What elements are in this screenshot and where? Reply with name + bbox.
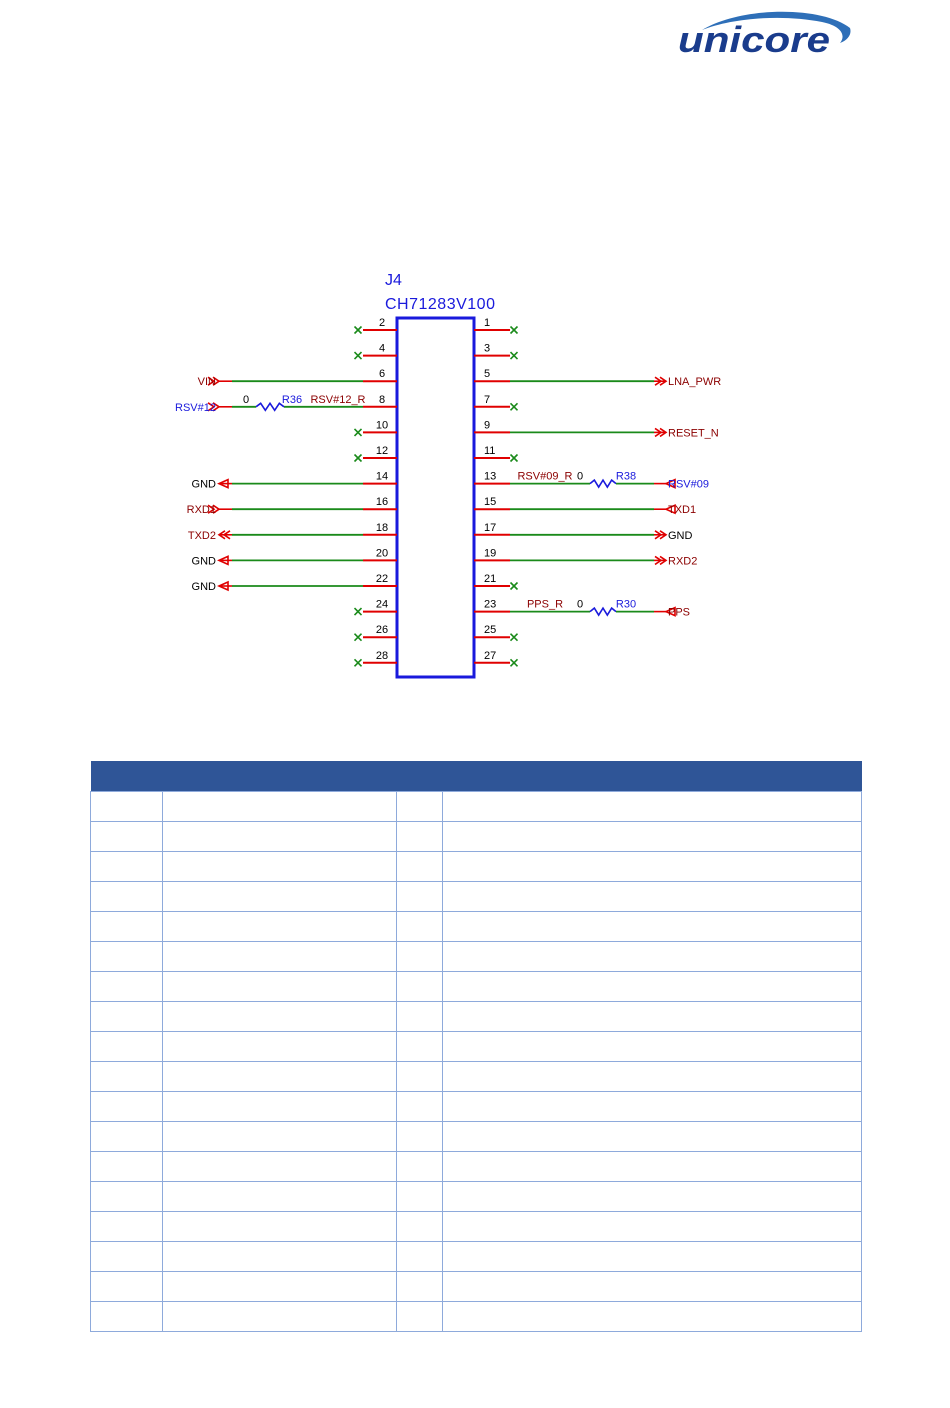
net-name: TXD1 — [668, 504, 697, 517]
table-cell — [397, 1062, 443, 1092]
table-cell — [397, 1092, 443, 1122]
net-name: GND — [191, 478, 216, 491]
table-cell — [91, 852, 163, 882]
table-cell — [163, 1302, 397, 1332]
table-cell — [443, 792, 862, 822]
table-cell — [91, 1182, 163, 1212]
table-cell — [397, 1212, 443, 1242]
table-cell — [163, 852, 397, 882]
logo-wordmark: unicore — [678, 19, 830, 58]
table-cell — [163, 1062, 397, 1092]
connector-pin — [474, 624, 518, 641]
table-row — [91, 882, 862, 912]
pin-number: 13 — [484, 470, 497, 483]
pin-number: 26 — [375, 624, 389, 637]
no-connect-marker — [511, 634, 518, 641]
resistor-symbol — [590, 480, 616, 487]
connector-pin — [474, 547, 697, 567]
connector-pin — [474, 496, 696, 516]
connector-pin — [192, 547, 397, 567]
table-cell — [91, 1212, 163, 1242]
no-connect-marker — [355, 634, 362, 641]
left-pin-group — [175, 317, 397, 666]
table-cell — [397, 882, 443, 912]
table-row — [91, 1182, 862, 1212]
pin-number: 9 — [484, 419, 491, 432]
connector-pin — [355, 343, 398, 360]
resistor-ref: R38 — [615, 470, 637, 483]
connector-pin — [355, 624, 398, 641]
pin-number: 27 — [484, 649, 497, 662]
pin-number: 3 — [484, 342, 491, 355]
table-cell — [163, 1212, 397, 1242]
pin-number: 24 — [375, 598, 389, 611]
table-row — [91, 1002, 862, 1032]
pin-number: 15 — [484, 496, 497, 509]
table-cell — [443, 1302, 862, 1332]
connector-pin — [198, 368, 397, 388]
table-cell — [397, 852, 443, 882]
pin-number: 16 — [375, 496, 389, 509]
connector-pin — [187, 496, 397, 516]
net-name: GND — [668, 529, 693, 542]
table-cell — [397, 912, 443, 942]
table-cell — [443, 942, 862, 972]
table-cell — [443, 882, 862, 912]
pin-number: 6 — [378, 368, 386, 381]
pin-number: 7 — [484, 393, 491, 406]
table-cell — [443, 912, 862, 942]
connector-pin — [474, 573, 518, 590]
table-row — [91, 1122, 862, 1152]
table-row — [91, 822, 862, 852]
connector-pin — [192, 573, 397, 593]
pin-number: 14 — [375, 470, 389, 483]
net-name: LNA_PWR — [668, 376, 722, 389]
table-header-row — [91, 761, 862, 792]
no-connect-marker — [355, 659, 362, 666]
resistor-ref: R30 — [615, 598, 637, 611]
no-connect-marker — [355, 352, 362, 359]
table-row — [91, 1212, 862, 1242]
connector-pin — [474, 343, 518, 360]
table-cell — [91, 942, 163, 972]
no-connect-marker — [511, 583, 518, 590]
connector-pin — [474, 471, 709, 491]
no-connect-marker — [355, 455, 362, 462]
net-name: RXD1 — [186, 504, 216, 517]
table-cell — [91, 1242, 163, 1272]
table-cell — [443, 852, 862, 882]
table-cell — [443, 1242, 862, 1272]
resistor-symbol — [590, 608, 616, 615]
table-cell — [397, 792, 443, 822]
net-name: RSV#12 — [175, 401, 216, 414]
table-cell — [91, 912, 163, 942]
no-connect-marker — [511, 455, 518, 462]
connector-pin — [474, 317, 518, 334]
pin-number: 22 — [375, 573, 389, 585]
table-cell — [163, 1242, 397, 1272]
table-cell — [163, 942, 397, 972]
net-name: PPS — [668, 606, 691, 619]
connector-pin — [474, 394, 518, 411]
table-cell — [91, 1032, 163, 1062]
pin-number: 23 — [484, 598, 497, 611]
no-connect-marker — [511, 403, 518, 410]
right-pin-group — [474, 317, 721, 666]
table-cell — [443, 1122, 862, 1152]
table-cell — [163, 1152, 397, 1182]
no-connect-marker — [511, 352, 518, 359]
pin-number: 4 — [378, 342, 386, 355]
resistor-value: 0 — [242, 393, 250, 406]
table-cell — [397, 1182, 443, 1212]
connector-pin — [474, 650, 518, 667]
connector-pin — [188, 522, 397, 542]
pin-number: 21 — [484, 573, 497, 585]
connector-ref: J4 — [385, 272, 402, 289]
no-connect-marker — [355, 608, 362, 615]
table-cell — [91, 822, 163, 852]
table-row — [91, 1272, 862, 1302]
connector-pin — [474, 368, 721, 388]
net-name: VIN — [197, 376, 216, 389]
resistor-symbol — [256, 403, 284, 410]
no-connect-marker — [355, 429, 362, 436]
pin-number: 20 — [375, 547, 389, 560]
net-name: RSV#09 — [668, 478, 709, 491]
table-cell — [91, 882, 163, 912]
table-header-cell — [443, 761, 862, 792]
table-row — [91, 1302, 862, 1332]
pin-number: 28 — [375, 649, 389, 662]
table-cell — [163, 822, 397, 852]
net-name: GND — [191, 581, 216, 593]
pin-number: 11 — [484, 445, 496, 457]
pin-number: 12 — [375, 445, 389, 457]
connector-pin — [355, 445, 398, 462]
net-label: RSV#12_R — [310, 393, 366, 406]
table-cell — [163, 1092, 397, 1122]
table-header-cell — [163, 761, 397, 792]
table-cell — [443, 972, 862, 1002]
table-cell — [163, 1182, 397, 1212]
table-cell — [397, 1002, 443, 1032]
table-cell — [397, 1152, 443, 1182]
table-cell — [443, 1272, 862, 1302]
table-cell — [443, 1002, 862, 1032]
connector-body — [397, 318, 474, 677]
net-name: TXD2 — [187, 529, 216, 542]
connector-pin — [355, 419, 398, 436]
table-cell — [397, 1242, 443, 1272]
table-cell — [163, 972, 397, 1002]
connector-pin — [192, 471, 397, 491]
table-row — [91, 1242, 862, 1272]
table-cell — [397, 822, 443, 852]
table-cell — [163, 912, 397, 942]
table-cell — [397, 1032, 443, 1062]
resistor-value: 0 — [576, 598, 584, 611]
pin-table — [90, 761, 862, 1332]
table-cell — [397, 1122, 443, 1152]
table-cell — [91, 792, 163, 822]
table-cell — [91, 1062, 163, 1092]
pin-number: 10 — [375, 419, 389, 432]
table-row — [91, 1092, 862, 1122]
table-row — [91, 972, 862, 1002]
connector-pin — [474, 419, 719, 439]
table-cell — [91, 1272, 163, 1302]
table-cell — [163, 882, 397, 912]
table-row — [91, 1062, 862, 1092]
table-cell — [91, 1302, 163, 1332]
connector-pin — [175, 394, 397, 414]
pin-number: 19 — [484, 547, 497, 560]
table-cell — [443, 1092, 862, 1122]
connector-pin — [355, 599, 398, 616]
net-name: GND — [191, 555, 216, 568]
no-connect-marker — [511, 327, 518, 334]
table-cell — [163, 792, 397, 822]
table-row — [91, 852, 862, 882]
table-header-cell — [91, 761, 163, 792]
table-row — [91, 942, 862, 972]
table-cell — [443, 1032, 862, 1062]
connector-pin — [355, 317, 398, 334]
table-cell — [443, 1182, 862, 1212]
connector-part: CH71283V100 — [385, 296, 496, 313]
table-cell — [163, 1002, 397, 1032]
table-header-cell — [397, 761, 443, 792]
table-cell — [163, 1032, 397, 1062]
net-label: RSV#09_R — [517, 470, 573, 483]
table-cell — [397, 972, 443, 1002]
table-cell — [91, 972, 163, 1002]
net-name: RXD2 — [668, 555, 698, 568]
table-body — [91, 792, 862, 1332]
connector-pin — [474, 445, 518, 462]
table-cell — [163, 1122, 397, 1152]
net-label: PPS_R — [526, 598, 564, 611]
table-cell — [443, 822, 862, 852]
resistor-value: 0 — [576, 470, 584, 483]
table-row — [91, 1032, 862, 1062]
table-cell — [91, 1092, 163, 1122]
pin-number: 2 — [378, 317, 386, 329]
pin-number: 17 — [484, 521, 497, 534]
pin-number: 18 — [375, 521, 389, 534]
pin-number: 8 — [378, 393, 386, 406]
no-connect-marker — [355, 327, 362, 334]
table-cell — [443, 1062, 862, 1092]
table-cell — [91, 1152, 163, 1182]
table-row — [91, 1152, 862, 1182]
table-row — [91, 912, 862, 942]
table-cell — [91, 1002, 163, 1032]
table-cell — [397, 1272, 443, 1302]
pin-number: 5 — [484, 368, 491, 381]
connector-pin — [355, 650, 398, 667]
table-row — [91, 792, 862, 822]
connector-pin — [474, 522, 693, 542]
net-name: RESET_N — [668, 427, 719, 440]
pin-number: 25 — [484, 624, 497, 637]
pin-number: 1 — [484, 317, 491, 329]
table-cell — [91, 1122, 163, 1152]
table-cell — [397, 1302, 443, 1332]
table-cell — [163, 1272, 397, 1302]
no-connect-marker — [511, 659, 518, 666]
table-cell — [397, 942, 443, 972]
table-cell — [443, 1212, 862, 1242]
resistor-ref: R36 — [281, 393, 303, 406]
connector-pin — [474, 599, 690, 619]
table-cell — [443, 1152, 862, 1182]
